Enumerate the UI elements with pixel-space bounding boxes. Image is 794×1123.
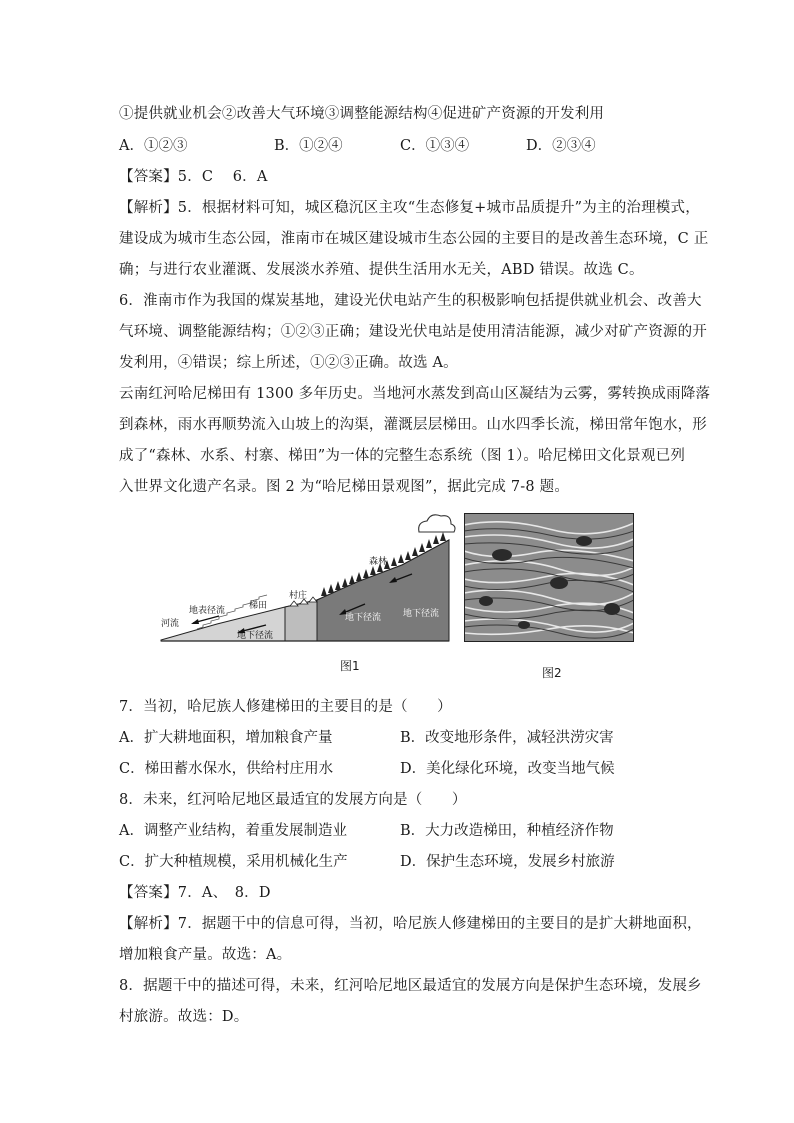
choice-b: B．大力改造梯田，种植经济作物 bbox=[400, 823, 614, 839]
choice-d: D．保护生态环境，发展乡村旅游 bbox=[400, 854, 615, 870]
answer-line: 【答案】7．A、 8．D bbox=[119, 885, 271, 901]
analysis-line: 确；与进行农业灌溉、发展淡水养殖、提供生活用水无关，ABD 错误。故选 C。 bbox=[119, 262, 644, 278]
label-underground-runoff: 地下径流 bbox=[403, 609, 440, 619]
analysis-line: 8．据题干中的描述可得，未来，红河哈尼地区最适宜的发展方向是保护生态环境，发展乡 bbox=[119, 978, 702, 994]
choice-a: A．调整产业结构，着重发展制造业 bbox=[119, 823, 347, 839]
analysis-line: 增加粮食产量。故选：A。 bbox=[119, 947, 292, 963]
choice-d: D．②③④ bbox=[526, 138, 596, 154]
label-forest: 森林 bbox=[369, 557, 388, 567]
figure-2-photo bbox=[464, 513, 634, 642]
analysis-line: 发利用，④错误；综上所述，①②③正确。故选 A。 bbox=[119, 355, 458, 371]
label-underground-runoff: 地下径流 bbox=[345, 613, 382, 623]
figure-1-diagram bbox=[157, 510, 457, 646]
passage-line: 云南红河哈尼梯田有 1300 多年历史。当地河水蒸发到高山区凝结为云雾，雾转换成雨降落 bbox=[119, 386, 711, 402]
label-village: 村庄 bbox=[289, 591, 308, 601]
passage-line: 到森林，雨水再顺势流入山坡上的沟渠，灌溉层层梯田。山水四季长流，梯田常年饱水，形 bbox=[119, 417, 707, 433]
choice-a: A．扩大耕地面积，增加粮食产量 bbox=[119, 730, 333, 746]
choice-b: B．①②④ bbox=[274, 138, 343, 154]
label-surface-runoff: 地表径流 bbox=[189, 606, 226, 616]
analysis-line: 【解析】5．根据材料可知，城区稳沉区主攻“生态修复+城市品质提升”为主的治理模式， bbox=[119, 200, 700, 216]
label-river: 河流 bbox=[161, 619, 180, 629]
choice-c: C．扩大种植规模，采用机械化生产 bbox=[119, 854, 348, 870]
question-8-stem: 8．未来，红河哈尼地区最适宜的发展方向是（ ） bbox=[119, 792, 467, 808]
analysis-line: 气环境、调整能源结构；①②③正确；建设光伏电站是使用清洁能源，减少对矿产资源的开 bbox=[119, 324, 707, 340]
choice-d: D．美化绿化环境，改变当地气候 bbox=[400, 761, 615, 777]
analysis-line: 村旅游。故选：D。 bbox=[119, 1009, 249, 1025]
analysis-line: 建设成为城市生态公园，淮南市在城区建设城市生态公园的主要目的是改善生态环境，C 正 bbox=[119, 231, 709, 247]
choice-a: A．①②③ bbox=[119, 138, 188, 154]
choice-b: B．改变地形条件，减轻洪涝灾害 bbox=[400, 730, 614, 746]
question-7-stem: 7．当初，哈尼族人修建梯田的主要目的是（ ） bbox=[119, 699, 452, 715]
label-terrace: 梯田 bbox=[249, 601, 268, 611]
figure-2-caption: 图2 bbox=[542, 666, 562, 680]
analysis-line: 6．淮南市作为我国的煤炭基地，建设光伏电站产生的积极影响包括提供就业机会、改善大 bbox=[119, 293, 702, 309]
analysis-line: 【解析】7．据题干中的信息可得，当初，哈尼族人修建梯田的主要目的是扩大耕地面积， bbox=[119, 916, 702, 932]
passage-line: 成了“森林、水系、村寨、梯田”为一体的完整生态系统（图 1）。哈尼梯田文化景观已列 bbox=[119, 448, 686, 464]
question-options-text: ①提供就业机会②改善大气环境③调整能源结构④促进矿产资源的开发利用 bbox=[119, 106, 605, 122]
answer-line: 【答案】5．C 6．A bbox=[119, 169, 268, 185]
choice-c: C．①③④ bbox=[400, 138, 470, 154]
label-underground-runoff: 地下径流 bbox=[237, 631, 274, 641]
passage-line: 入世界文化遗产名录。图 2 为“哈尼梯田景观图”，据此完成 7-8 题。 bbox=[119, 479, 570, 495]
choice-c: C．梯田蓄水保水，供给村庄用水 bbox=[119, 761, 334, 777]
figure-1-caption: 图1 bbox=[340, 659, 360, 673]
cloud-icon bbox=[419, 515, 455, 532]
